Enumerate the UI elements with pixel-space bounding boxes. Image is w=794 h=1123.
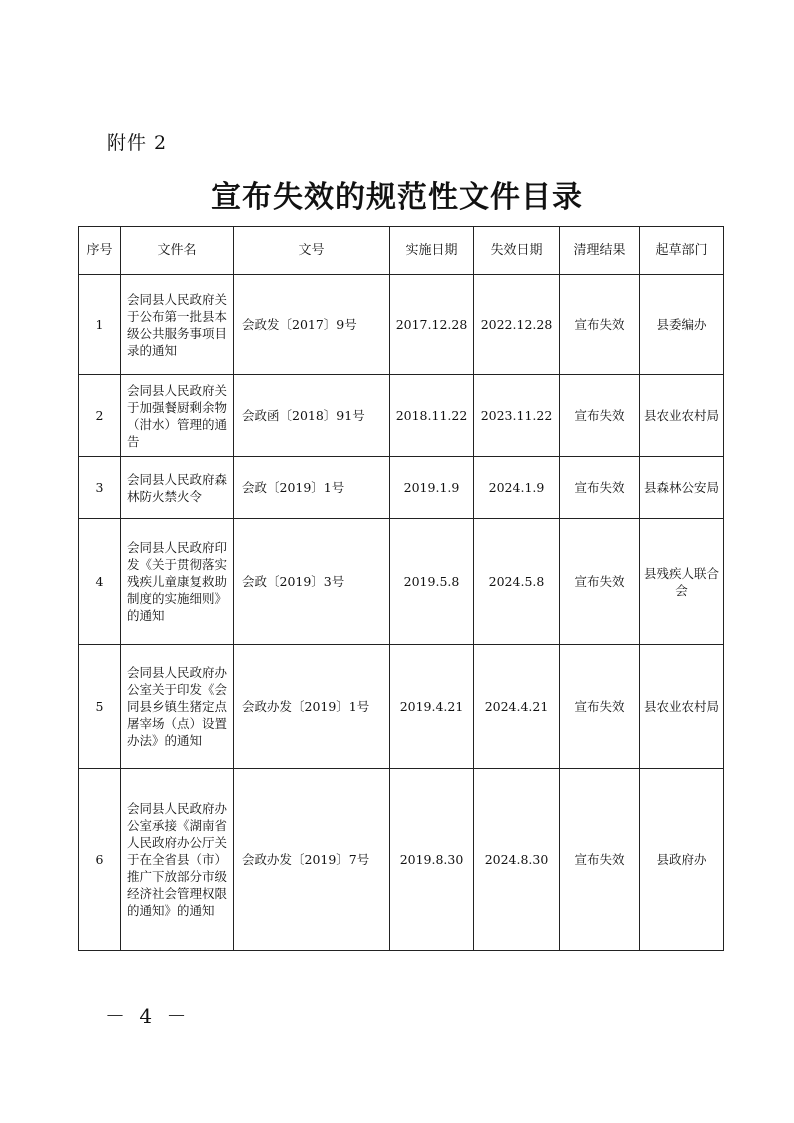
cell-result: 宣布失效: [560, 769, 640, 951]
header-doc-no: 文号: [234, 227, 390, 275]
cell-effective-date: 2019.1.9: [390, 457, 474, 519]
cell-no: 3: [79, 457, 121, 519]
cell-no: 1: [79, 275, 121, 375]
cell-result: 宣布失效: [560, 275, 640, 375]
header-result: 清理结果: [560, 227, 640, 275]
cell-expiry-date: 2024.1.9: [474, 457, 560, 519]
cell-name: 会同县人民政府办公室关于印发《会同县乡镇生猪定点屠宰场（点）设置办法》的通知: [121, 645, 234, 769]
cell-effective-date: 2019.5.8: [390, 519, 474, 645]
cell-department: 县农业农村局: [640, 375, 724, 457]
cell-doc-no: 会政〔2019〕3号: [234, 519, 390, 645]
cell-doc-no: 会政办发〔2019〕7号: [234, 769, 390, 951]
page-title: 宣布失效的规范性文件目录: [211, 180, 583, 215]
cell-department: 县委编办: [640, 275, 724, 375]
table-row: [79, 645, 724, 769]
cell-result: 宣布失效: [560, 375, 640, 457]
cell-department: 县政府办: [640, 769, 724, 951]
cell-doc-no: 会政办发〔2019〕1号: [234, 645, 390, 769]
document-table: [78, 226, 724, 951]
table-row: [79, 769, 724, 951]
cell-effective-date: 2017.12.28: [390, 275, 474, 375]
cell-no: 5: [79, 645, 121, 769]
cell-doc-no: 会政函〔2018〕91号: [234, 375, 390, 457]
cell-department: 县残疾人联合会: [640, 519, 724, 645]
cell-no: 4: [79, 519, 121, 645]
cell-expiry-date: 2023.11.22: [474, 375, 560, 457]
table-row: [79, 457, 724, 519]
header-effective-date: 实施日期: [390, 227, 474, 275]
table-row: [79, 519, 724, 645]
cell-no: 2: [79, 375, 121, 457]
cell-department: 县农业农村局: [640, 645, 724, 769]
header-department: 起草部门: [640, 227, 724, 275]
cell-expiry-date: 2024.4.21: [474, 645, 560, 769]
cell-effective-date: 2019.4.21: [390, 645, 474, 769]
header-no: 序号: [79, 227, 121, 275]
header-name: 文件名: [121, 227, 234, 275]
cell-doc-no: 会政〔2019〕1号: [234, 457, 390, 519]
attachment-label: 附件 2: [107, 132, 168, 154]
cell-name: 会同县人民政府关于公布第一批县本级公共服务事项目录的通知: [121, 275, 234, 375]
cell-name: 会同县人民政府办公室承接《湖南省人民政府办公厅关于在全省县（市）推广下放部分市级经济社会管理权限的通知》的通知: [121, 769, 234, 951]
table-row: [79, 375, 724, 457]
cell-no: 6: [79, 769, 121, 951]
cell-result: 宣布失效: [560, 519, 640, 645]
cell-result: 宣布失效: [560, 645, 640, 769]
cell-effective-date: 2018.11.22: [390, 375, 474, 457]
cell-name: 会同县人民政府森林防火禁火令: [121, 457, 234, 519]
cell-expiry-date: 2024.8.30: [474, 769, 560, 951]
table-row: [79, 275, 724, 375]
page-number: － 4 －: [105, 1004, 191, 1028]
cell-effective-date: 2019.8.30: [390, 769, 474, 951]
cell-name: 会同县人民政府印发《关于贯彻落实残疾儿童康复救助制度的实施细则》的通知: [121, 519, 234, 645]
cell-expiry-date: 2024.5.8: [474, 519, 560, 645]
cell-name: 会同县人民政府关于加强餐厨剩余物（泔水）管理的通告: [121, 375, 234, 457]
cell-department: 县森林公安局: [640, 457, 724, 519]
cell-result: 宣布失效: [560, 457, 640, 519]
header-expiry-date: 失效日期: [474, 227, 560, 275]
table-header-row: [79, 227, 724, 275]
cell-expiry-date: 2022.12.28: [474, 275, 560, 375]
cell-doc-no: 会政发〔2017〕9号: [234, 275, 390, 375]
